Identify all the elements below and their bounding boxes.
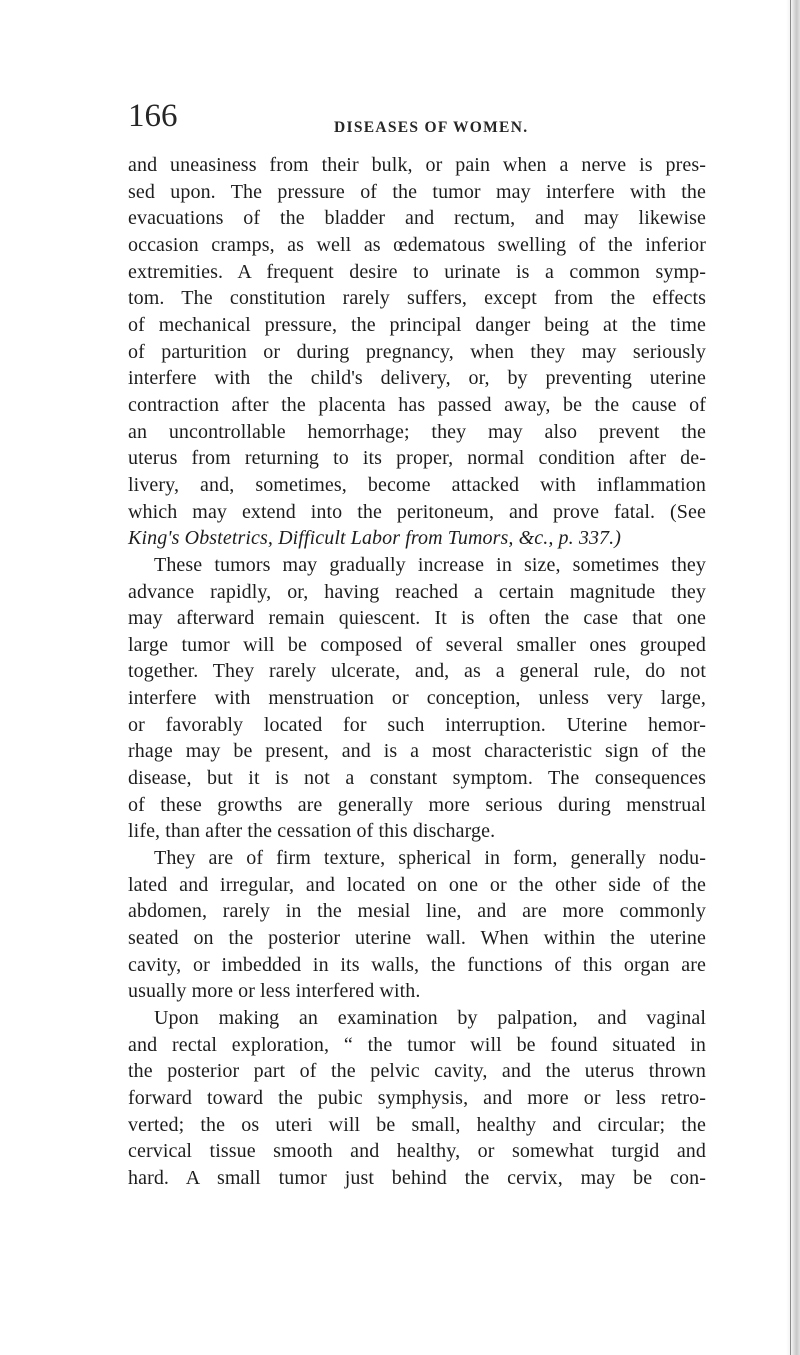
- text-line: or favorably located for such interruption. Uterine hemor-: [128, 713, 706, 736]
- paragraph-start: They are of firm texture, spherical in form, generally nodu-: [154, 847, 706, 870]
- paragraph-start: Upon making an examination by palpation, and vaginal: [154, 1007, 706, 1029]
- text-line: large tumor will be composed of several smaller ones grouped: [128, 633, 706, 656]
- text-line: the posterior part of the pelvic cavity, and the uterus thrown: [128, 1060, 706, 1083]
- page-edge-line: [790, 0, 791, 1355]
- running-title: DISEASES OF WOMEN.: [334, 119, 529, 136]
- text-line-citation: King's Obstetrics, Difficult Labor from Tumors, &c., p. 337.): [128, 527, 622, 550]
- text-line: occasion cramps, as well as œdematous swelling of the inferior: [128, 233, 706, 256]
- text-line: contraction after the placenta has passed away, be the cause of: [128, 393, 706, 416]
- text-line: uterus from returning to its proper, normal condition after de-: [128, 447, 706, 470]
- body-text: [128, 152, 706, 1192]
- text-line: advance rapidly, or, having reached a certain magnitude they: [128, 580, 706, 603]
- text-line: and rectal exploration, “ the tumor will be found situated in: [128, 1033, 706, 1056]
- text-line: livery, and, sometimes, become attacked with inflammation: [128, 473, 706, 496]
- text-line: hard. A small tumor just behind the cervix, may be con-: [128, 1166, 706, 1189]
- text-line: of these growths are generally more serious during menstrual: [128, 793, 706, 816]
- text-line: usually more or less interfered with.: [128, 980, 421, 1003]
- text-line: may afterward remain quiescent. It is often the case that one: [128, 607, 706, 630]
- text-line: disease, but it is not a constant symptom. The consequences: [128, 767, 706, 790]
- text-line: tom. The constitution rarely suffers, except from the effects: [128, 287, 706, 310]
- text-line: of mechanical pressure, the principal danger being at the time: [128, 313, 706, 336]
- text-line: interfere with the child's delivery, or, by preventing uterine: [128, 367, 706, 390]
- text-line: seated on the posterior uterine wall. When within the uterine: [128, 927, 706, 950]
- text-line: verted; the os uteri will be small, healthy and circular; the: [128, 1113, 706, 1136]
- page-number: 166: [128, 98, 178, 134]
- text-line: forward toward the pubic symphysis, and more or less retro-: [128, 1086, 706, 1109]
- page-header: [128, 96, 698, 140]
- text-line: which may extend into the peritoneum, and prove fatal. (See: [128, 500, 706, 523]
- text-line: life, than after the cessation of this discharge.: [128, 820, 496, 843]
- text-line: evacuations of the bladder and rectum, and may likewise: [128, 207, 706, 230]
- text-line: cavity, or imbedded in its walls, the functions of this organ are: [128, 953, 706, 976]
- text-line: sed upon. The pressure of the tumor may interfere with the: [128, 180, 706, 203]
- text-line: together. They rarely ulcerate, and, as a general rule, do not: [128, 660, 706, 683]
- text-line: an uncontrollable hemorrhage; they may also prevent the: [128, 420, 706, 443]
- text-line: and uneasiness from their bulk, or pain when a nerve is pres-: [128, 154, 706, 176]
- paragraph-start: These tumors may gradually increase in size, sometimes they: [154, 553, 706, 576]
- text-line: interfere with menstruation or conception, unless very large,: [128, 687, 706, 710]
- page-edge-shadow: [786, 0, 800, 1355]
- text-line: rhage may be present, and is a most characteristic sign of the: [128, 740, 706, 763]
- text-line: cervical tissue smooth and healthy, or somewhat turgid and: [128, 1140, 706, 1163]
- text-line: abdomen, rarely in the mesial line, and are more commonly: [128, 900, 706, 923]
- text-line: extremities. A frequent desire to urinate is a common symp-: [128, 260, 706, 283]
- text-line: lated and irregular, and located on one or the other side of the: [128, 873, 706, 896]
- text-line: of parturition or during pregnancy, when they may seriously: [128, 340, 706, 363]
